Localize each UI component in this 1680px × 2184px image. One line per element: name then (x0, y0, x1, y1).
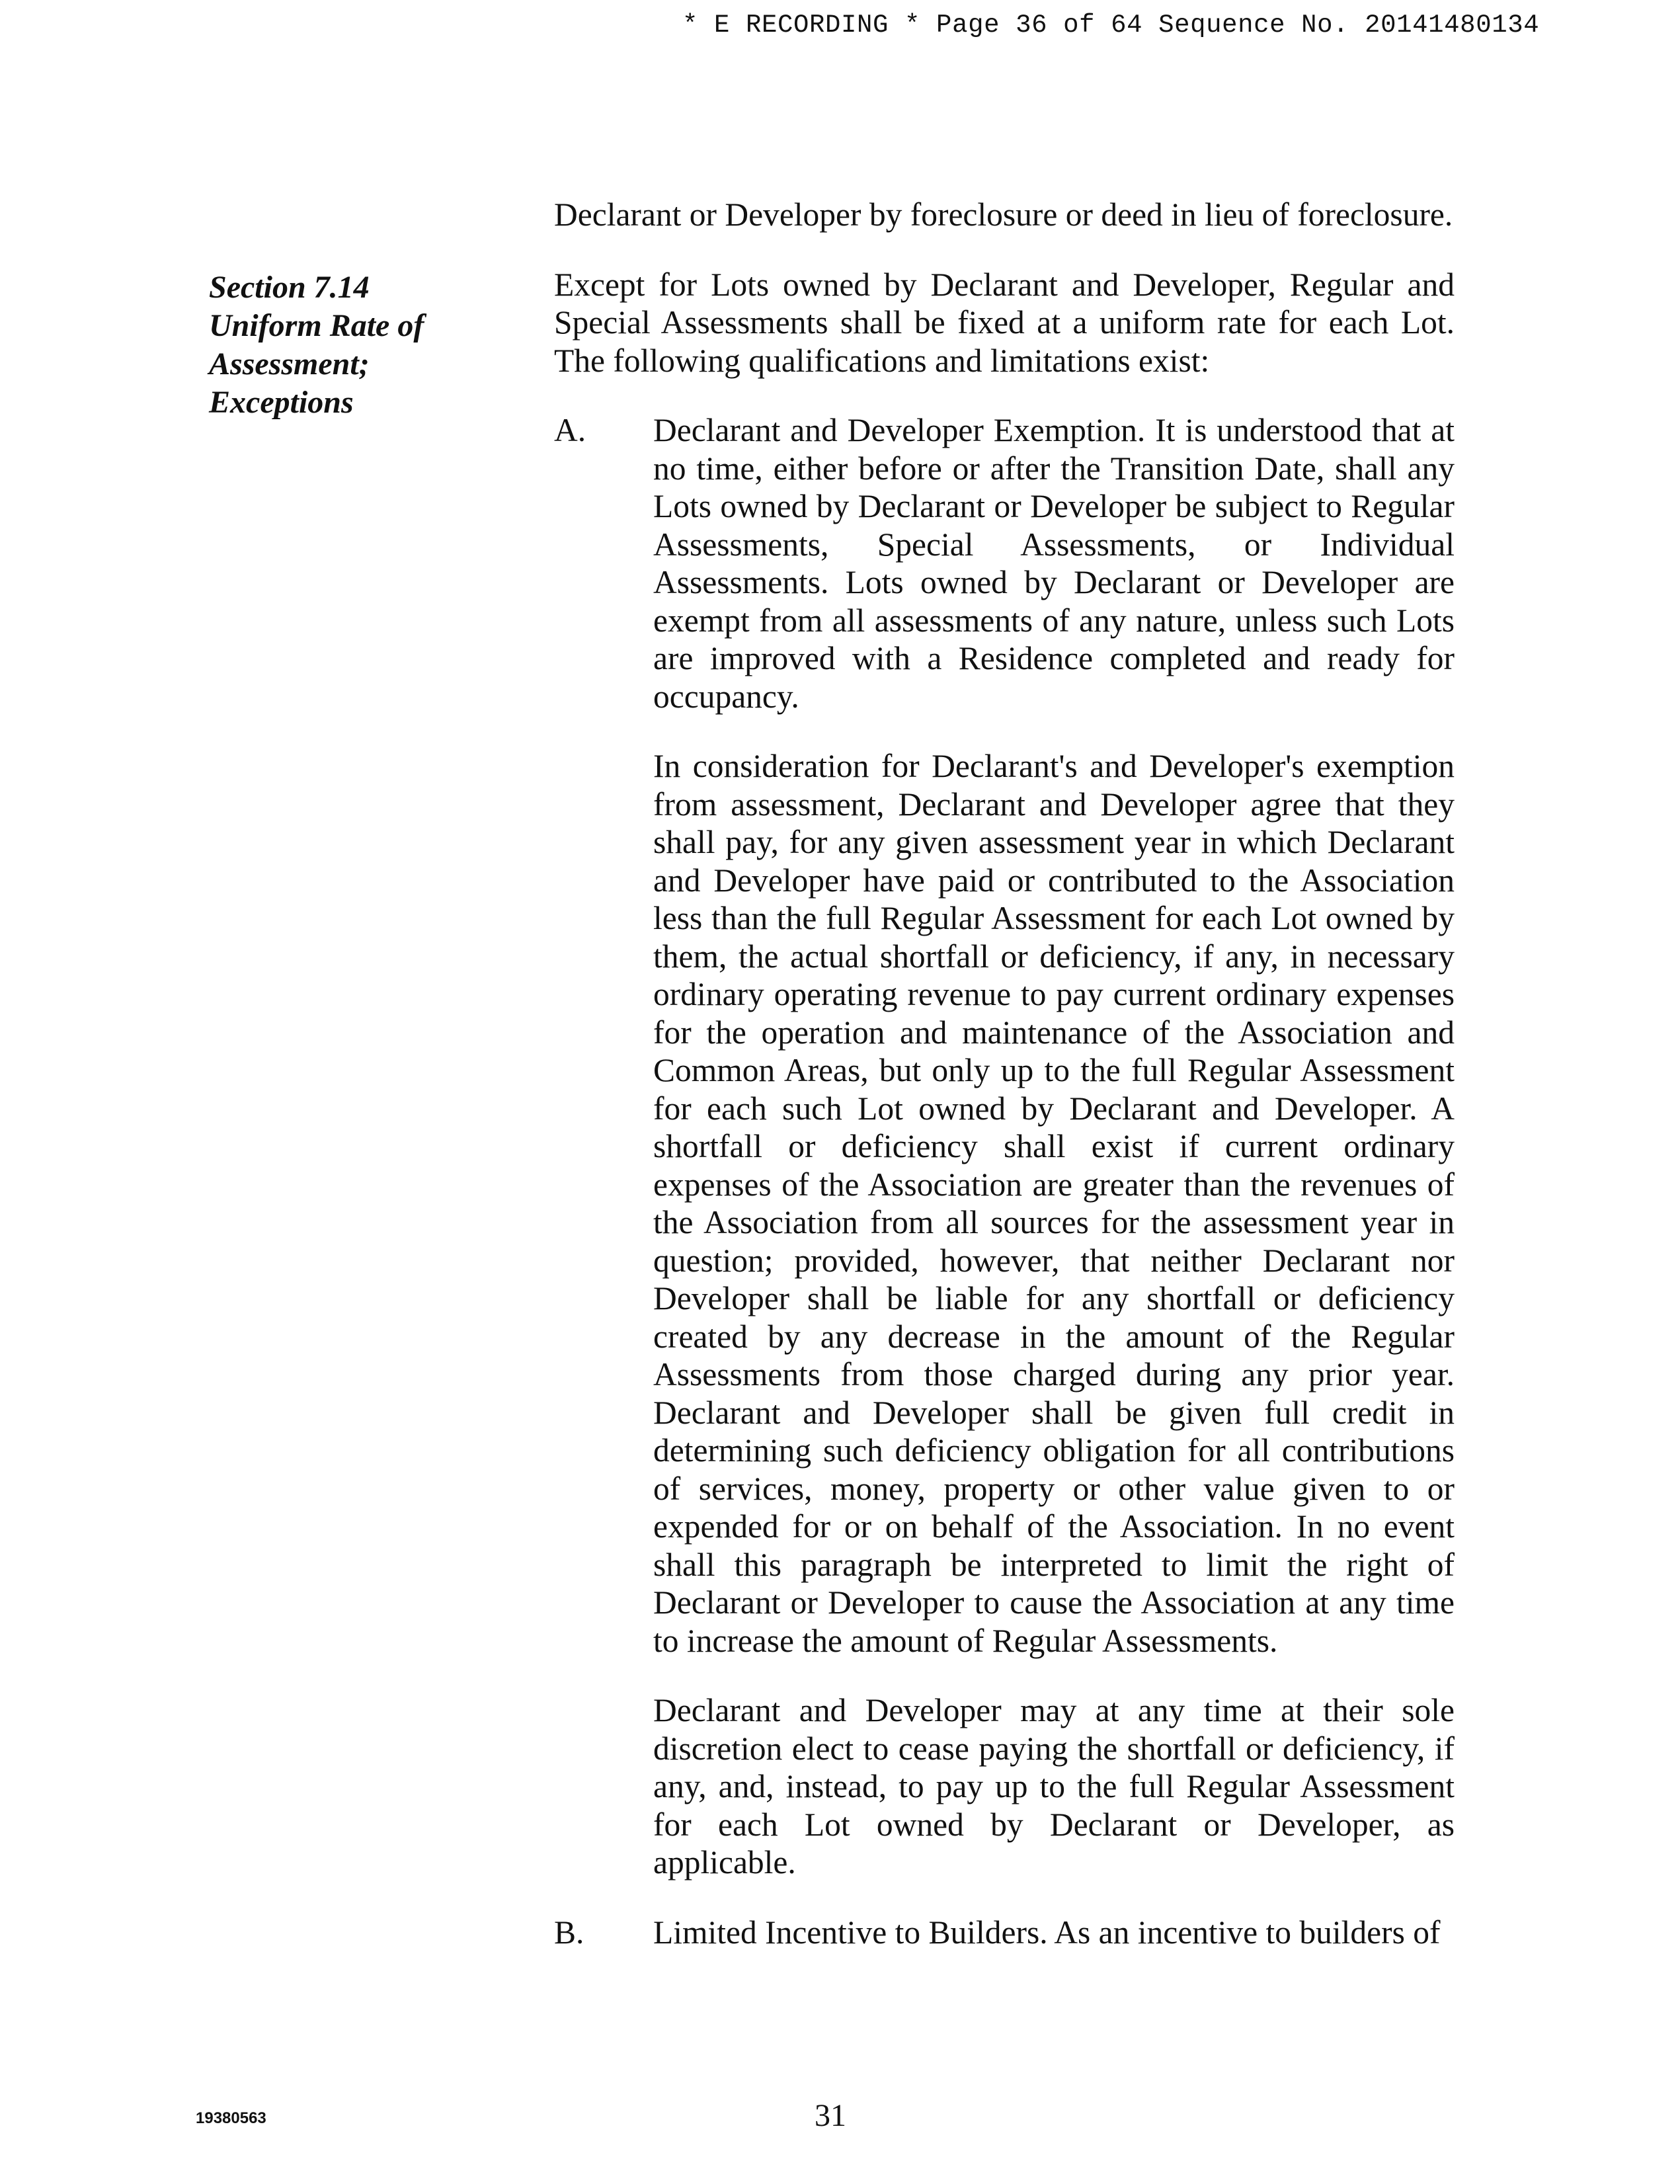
section-heading-line: Exceptions (209, 385, 354, 420)
recording-header: * E RECORDING * Page 36 of 64 Sequence No. 20141480134 (682, 11, 1540, 40)
continuation-text: Declarant or Developer by foreclosure or deed in lieu of foreclosure. (554, 196, 1453, 233)
list-marker: B. (554, 1914, 584, 1951)
list-item-b (554, 1914, 1455, 1952)
document-body (554, 196, 1455, 1983)
election-paragraph: Declarant and Developer may at any time at their sole discretion elect to cease paying the shortfall or deficiency, if any, and, instead, to pay up to the full Regular Assessment for each Lot owned by Declarant or Developer, as applicable. (653, 1692, 1455, 1881)
consideration-paragraph: In consideration for Declarant's and Developer's exemption from assessment, Declarant and Developer agree that they shall pay, for any given assessment year in which Declarant and Developer have paid or contributed to the Association less than the full Regular Assessment for each Lot owned by them, the actual shortfall or deficiency, if any, in necessary ordinary operating revenue to pay current ordinary expenses for the operation and maintenance of the Association and Common Areas, but only up to the full Regular Assessment for each such Lot owned by Declarant and Developer. A shortfall or deficiency shall exist if current ordinary expenses of the Association are greater than the revenues of the Association from all sources for the assessment year in question; provided, however, that neither Declarant nor Developer shall be liable for any shortfall or deficiency created by any decrease in the amount of the Regular Assessments from those charged during any prior year. Declarant and Developer shall be given full credit in determining such deficiency obligation for all contributions of services, money, property or other value given to or expended for or on behalf of the Association. In no event shall this paragraph be interpreted to limit the right of Declarant or Developer to cause the Association at any time to increase the amount of Regular Assessments. (653, 748, 1455, 1659)
intro-paragraph: Except for Lots owned by Declarant and Developer, Regular and Special Assessments shall be fixed at a uniform rate for each Lot. The following qualifications and limitations exist: (554, 266, 1455, 379)
builders-incentive-paragraph: Limited Incentive to Builders. As an incentive to builders of (653, 1914, 1441, 1951)
section-heading-line: Uniform Rate of (209, 308, 424, 343)
section-heading (209, 268, 487, 422)
page-number: 31 (815, 2098, 846, 2133)
list-item-a (554, 411, 1455, 1882)
list-marker: A. (554, 412, 586, 448)
document-id: 19380563 (196, 2109, 266, 2127)
section-heading-line: Assessment; (209, 346, 370, 382)
section-heading-line: Section 7.14 (209, 270, 370, 305)
exemption-paragraph: Declarant and Developer Exemption. It is understood that at no time, either before or after the Transition Date, shall any Lots owned by Declarant or Developer be subject to Regular Assessments, Special Assessments, or Individual Assessments. Lots owned by Declarant or Developer are exempt from all assessments of any nature, unless such Lots are improved with a Residence completed and ready for occupancy. (653, 412, 1455, 715)
